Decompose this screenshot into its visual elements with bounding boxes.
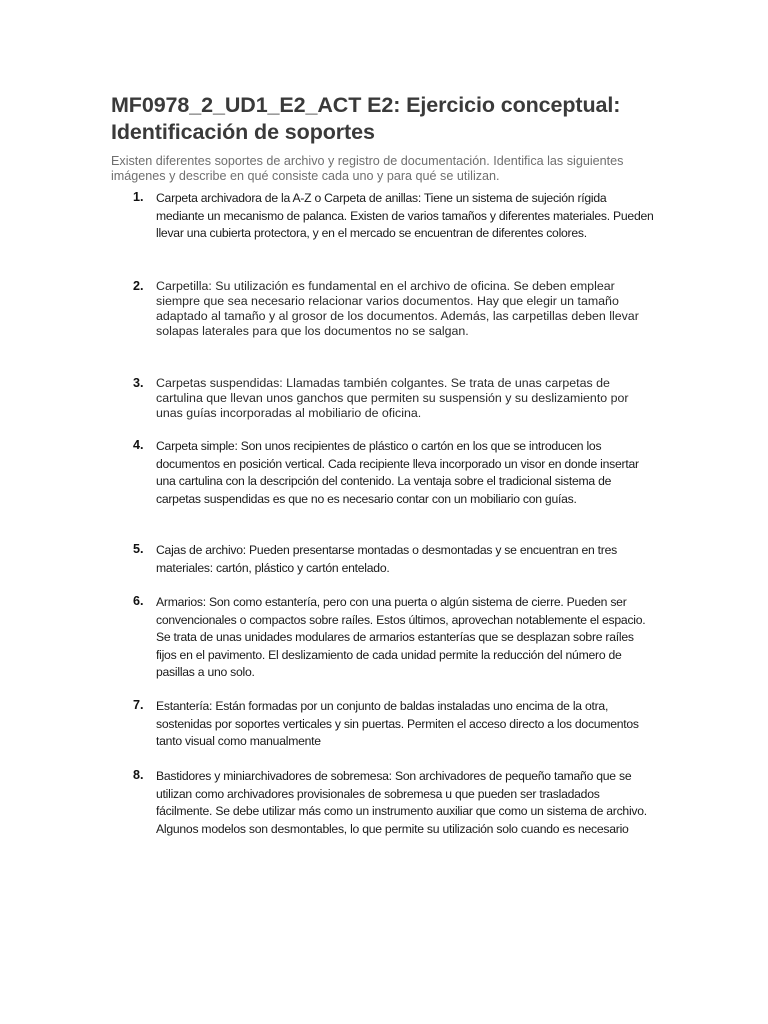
list-item-number: 7. [133, 698, 144, 712]
list-item-text: Cajas de archivo: Pueden presentarse montadas o desmontadas y se encuentran en tres materiales: cartón, plástico y cartón entelado. [156, 543, 617, 575]
intro-paragraph: Existen diferentes soportes de archivo y registro de documentación. Identifica las siguientes imágenes y describe en qué consiste cada uno y para qué se utilizan. [111, 154, 624, 183]
list-item-number: 4. [133, 438, 144, 452]
list-item-text: Bastidores y miniarchivadores de sobremesa: Son archivadores de pequeño tamaño que se utilizan como archivadores provisionales de sobremesa u que pueden ser trasladados fácilmente. Se debe utilizar más como un instrumento auxiliar que como un sistema de archivo. Algunos modelos son desmontables, lo que permite su utilización solo cuando es necesario [156, 769, 647, 836]
list-item-number: 8. [133, 768, 144, 782]
list-item-text: Estantería: Están formadas por un conjunto de baldas instaladas uno encima de la otra, sostenidas por soportes verticales y sin puertas. Permiten el acceso directo a los documentos tanto visual como manualmente [156, 699, 639, 748]
document-title: MF0978_2_UD1_E2_ACT E2: Ejercicio conceptual: Identificación de soportes [111, 93, 621, 144]
list-item-text: Carpeta archivadora de la A-Z o Carpeta de anillas: Tiene un sistema de sujeción rígida mediante un mecanismo de palanca. Existen de varios tamaños y diferentes materiales. Pueden llevar una cubierta protectora, y en el mercado se encuentran de diferentes colores. [156, 191, 654, 240]
list-item-text: Carpeta simple: Son unos recipientes de plástico o cartón en los que se introducen los documentos en posición vertical. Cada recipiente lleva incorporado un visor en donde insertar una cartulina con la descripción del contenido. La ventaja sobre el tradicional sistema de carpetas suspendidas es que no es necesario contar con un mobiliario con guías. [156, 439, 639, 506]
list-item-number: 6. [133, 594, 144, 608]
list-item-number: 1. [133, 190, 144, 204]
list-item-text: Carpetilla: Su utilización es fundamental en el archivo de oficina. Se deben emplear siempre que sea necesario relacionar varios documentos. Hay que elegir un tamaño adaptado al tamaño y al grosor de los documentos. Además, las carpetillas deben llevar solapas laterales para que los documentos no se salgan. [156, 279, 639, 338]
list-item-number: 3. [133, 376, 144, 390]
list-item-number: 5. [133, 542, 144, 556]
list-item-text: Carpetas suspendidas: Llamadas también colgantes. Se trata de unas carpetas de cartulina que llevan unos ganchos que permiten su suspensión y su deslizamiento por unas guías incorporadas al mobiliario de oficina. [156, 376, 629, 420]
list-item-text: Armarios: Son como estantería, pero con una puerta o algún sistema de cierre. Pueden ser convencionales o compactos sobre raíles. Estos últimos, aprovechan notablemente el espacio. Se trata de unas unidades modulares de armarios estanterías que se desplazan sobre raíles fijos en el pavimento. El deslizamiento de cada unidad permite la reducción del número de pasillas a uno solo. [156, 595, 646, 679]
list-item-number: 2. [133, 279, 144, 293]
